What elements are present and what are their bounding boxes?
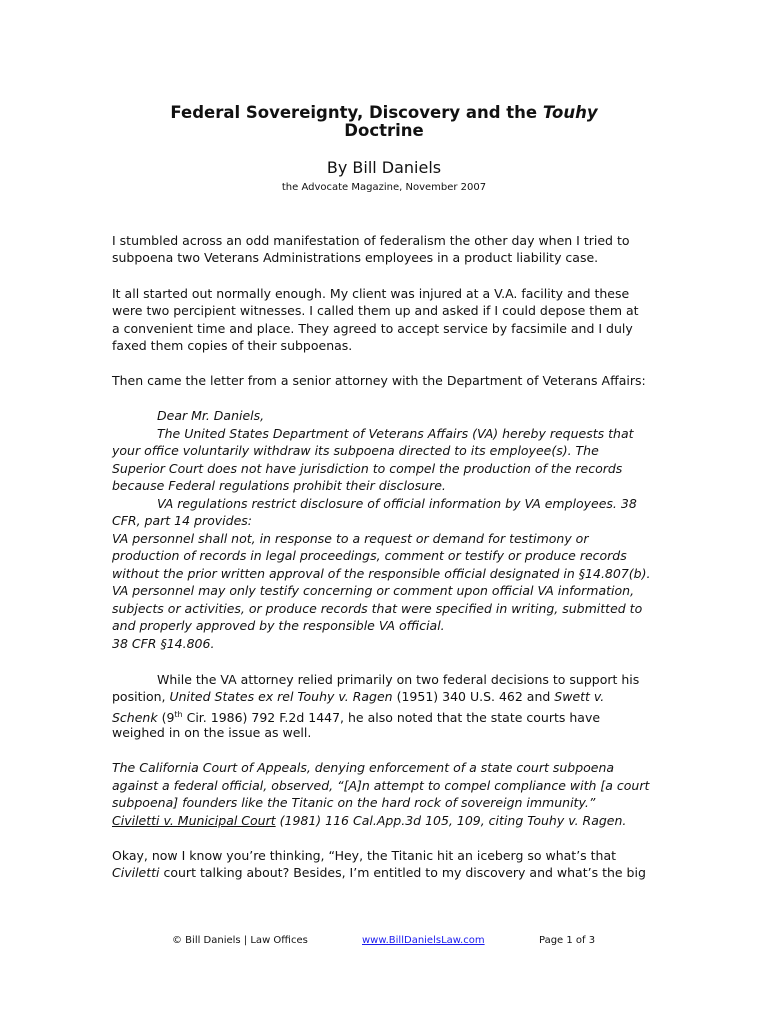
paragraph-line: were two percipient witnesses. I called them up and asked if I could depose them at bbox=[112, 303, 639, 318]
case-citation: Civiletti bbox=[112, 865, 160, 880]
paragraph-line: subpoena two Veterans Administrations employees in a product liability case. bbox=[112, 250, 599, 265]
paragraph-line: While the VA attorney relied primarily on two federal decisions to support his bbox=[157, 672, 640, 687]
paragraph-line: Then came the letter from a senior attorney with the Department of Veterans Affairs: bbox=[112, 373, 646, 388]
text-run: position, bbox=[112, 689, 170, 704]
paragraph-line: faxed them copies of their subpoenas. bbox=[112, 338, 353, 353]
footer-website-link[interactable]: www.BillDanielsLaw.com bbox=[362, 935, 485, 946]
paragraph-line: weighed in on the issue as well. bbox=[112, 725, 312, 740]
superscript: th bbox=[174, 710, 183, 719]
footer-page-number: Page 1 of 3 bbox=[539, 935, 596, 946]
title-italic: Touhy bbox=[542, 103, 598, 122]
paragraph-line: It all started out normally enough. My client was injured at a V.A. facility and these bbox=[112, 286, 630, 301]
text-run: (9 bbox=[157, 710, 175, 726]
letter-citation: 38 CFR §14.806. bbox=[112, 636, 215, 651]
case-citation: United States ex rel Touhy v. Ragen bbox=[169, 689, 393, 704]
title-prefix: Federal Sovereignty, Discovery and the bbox=[170, 103, 543, 122]
case-citation: Swett v. bbox=[554, 689, 605, 704]
article-title bbox=[112, 104, 656, 140]
quote-line bbox=[112, 812, 626, 829]
footer-copyright: © Bill Daniels | Law Offices bbox=[172, 935, 308, 946]
author-byline: By Bill Daniels bbox=[326, 158, 442, 177]
text-run: (1951) 340 U.S. 462 and bbox=[392, 689, 555, 704]
paragraph-line: I stumbled across an odd manifestation of federalism the other day when I tried to bbox=[112, 233, 630, 248]
quote-line: subpoena] founders like the Titanic on the hard rock of sovereign immunity.” bbox=[112, 795, 596, 810]
letter-line: and properly approved by the responsible VA official. bbox=[112, 618, 445, 633]
paragraph-line bbox=[112, 864, 646, 881]
text-run: court talking about? Besides, I’m entitled to my discovery and what’s the big bbox=[159, 865, 646, 880]
letter-line: VA regulations restrict disclosure of official information by VA employees. 38 bbox=[157, 496, 637, 511]
publication-line: the Advocate Magazine, November 2007 bbox=[281, 182, 487, 193]
letter-line: CFR, part 14 provides: bbox=[112, 513, 252, 528]
letter-line: VA personnel may only testify concerning or comment upon official VA information, bbox=[112, 583, 635, 598]
case-citation: Civiletti v. Municipal Court bbox=[112, 813, 276, 828]
text-run: Cir. 1986) 792 F.2d 1447, he also noted that the state courts have bbox=[182, 710, 601, 726]
letter-line: The United States Department of Veterans Affairs (VA) hereby requests that bbox=[157, 426, 634, 441]
quote-line: against a federal official, observed, “[A]n attempt to compel compliance with [a court bbox=[112, 778, 650, 793]
letter-line: because Federal regulations prohibit their disclosure. bbox=[112, 478, 446, 493]
quote-line: The California Court of Appeals, denying enforcement of a state court subpoena bbox=[112, 760, 615, 775]
paragraph-line bbox=[112, 688, 604, 705]
letter-salutation: Dear Mr. Daniels, bbox=[157, 408, 265, 423]
case-citation: Schenk bbox=[112, 710, 158, 726]
letter-line: subjects or activities, or produce records that were specified in writing, submitted to bbox=[112, 601, 643, 616]
letter-line: Superior Court does not have jurisdiction to compel the production of the records bbox=[112, 461, 623, 476]
letter-line: your office voluntarily withdraw its subpoena directed to its employee(s). The bbox=[112, 443, 599, 458]
letter-line: without the prior written approval of the responsible official designated in §14.807(b). bbox=[112, 566, 651, 581]
paragraph-line: a convenient time and place. They agreed to accept service by facsimile and I duly bbox=[112, 321, 633, 336]
letter-line: VA personnel shall not, in response to a request or demand for testimony or bbox=[112, 531, 589, 546]
letter-line: production of records in legal proceedings, comment or testify or produce records bbox=[112, 548, 627, 563]
text-run: (1981) 116 Cal.App.3d 105, 109, citing Touhy v. Ragen. bbox=[275, 813, 627, 828]
paragraph-line: Okay, now I know you’re thinking, “Hey, the Titanic hit an iceberg so what’s that bbox=[112, 848, 617, 863]
title-suffix: Doctrine bbox=[344, 121, 424, 140]
